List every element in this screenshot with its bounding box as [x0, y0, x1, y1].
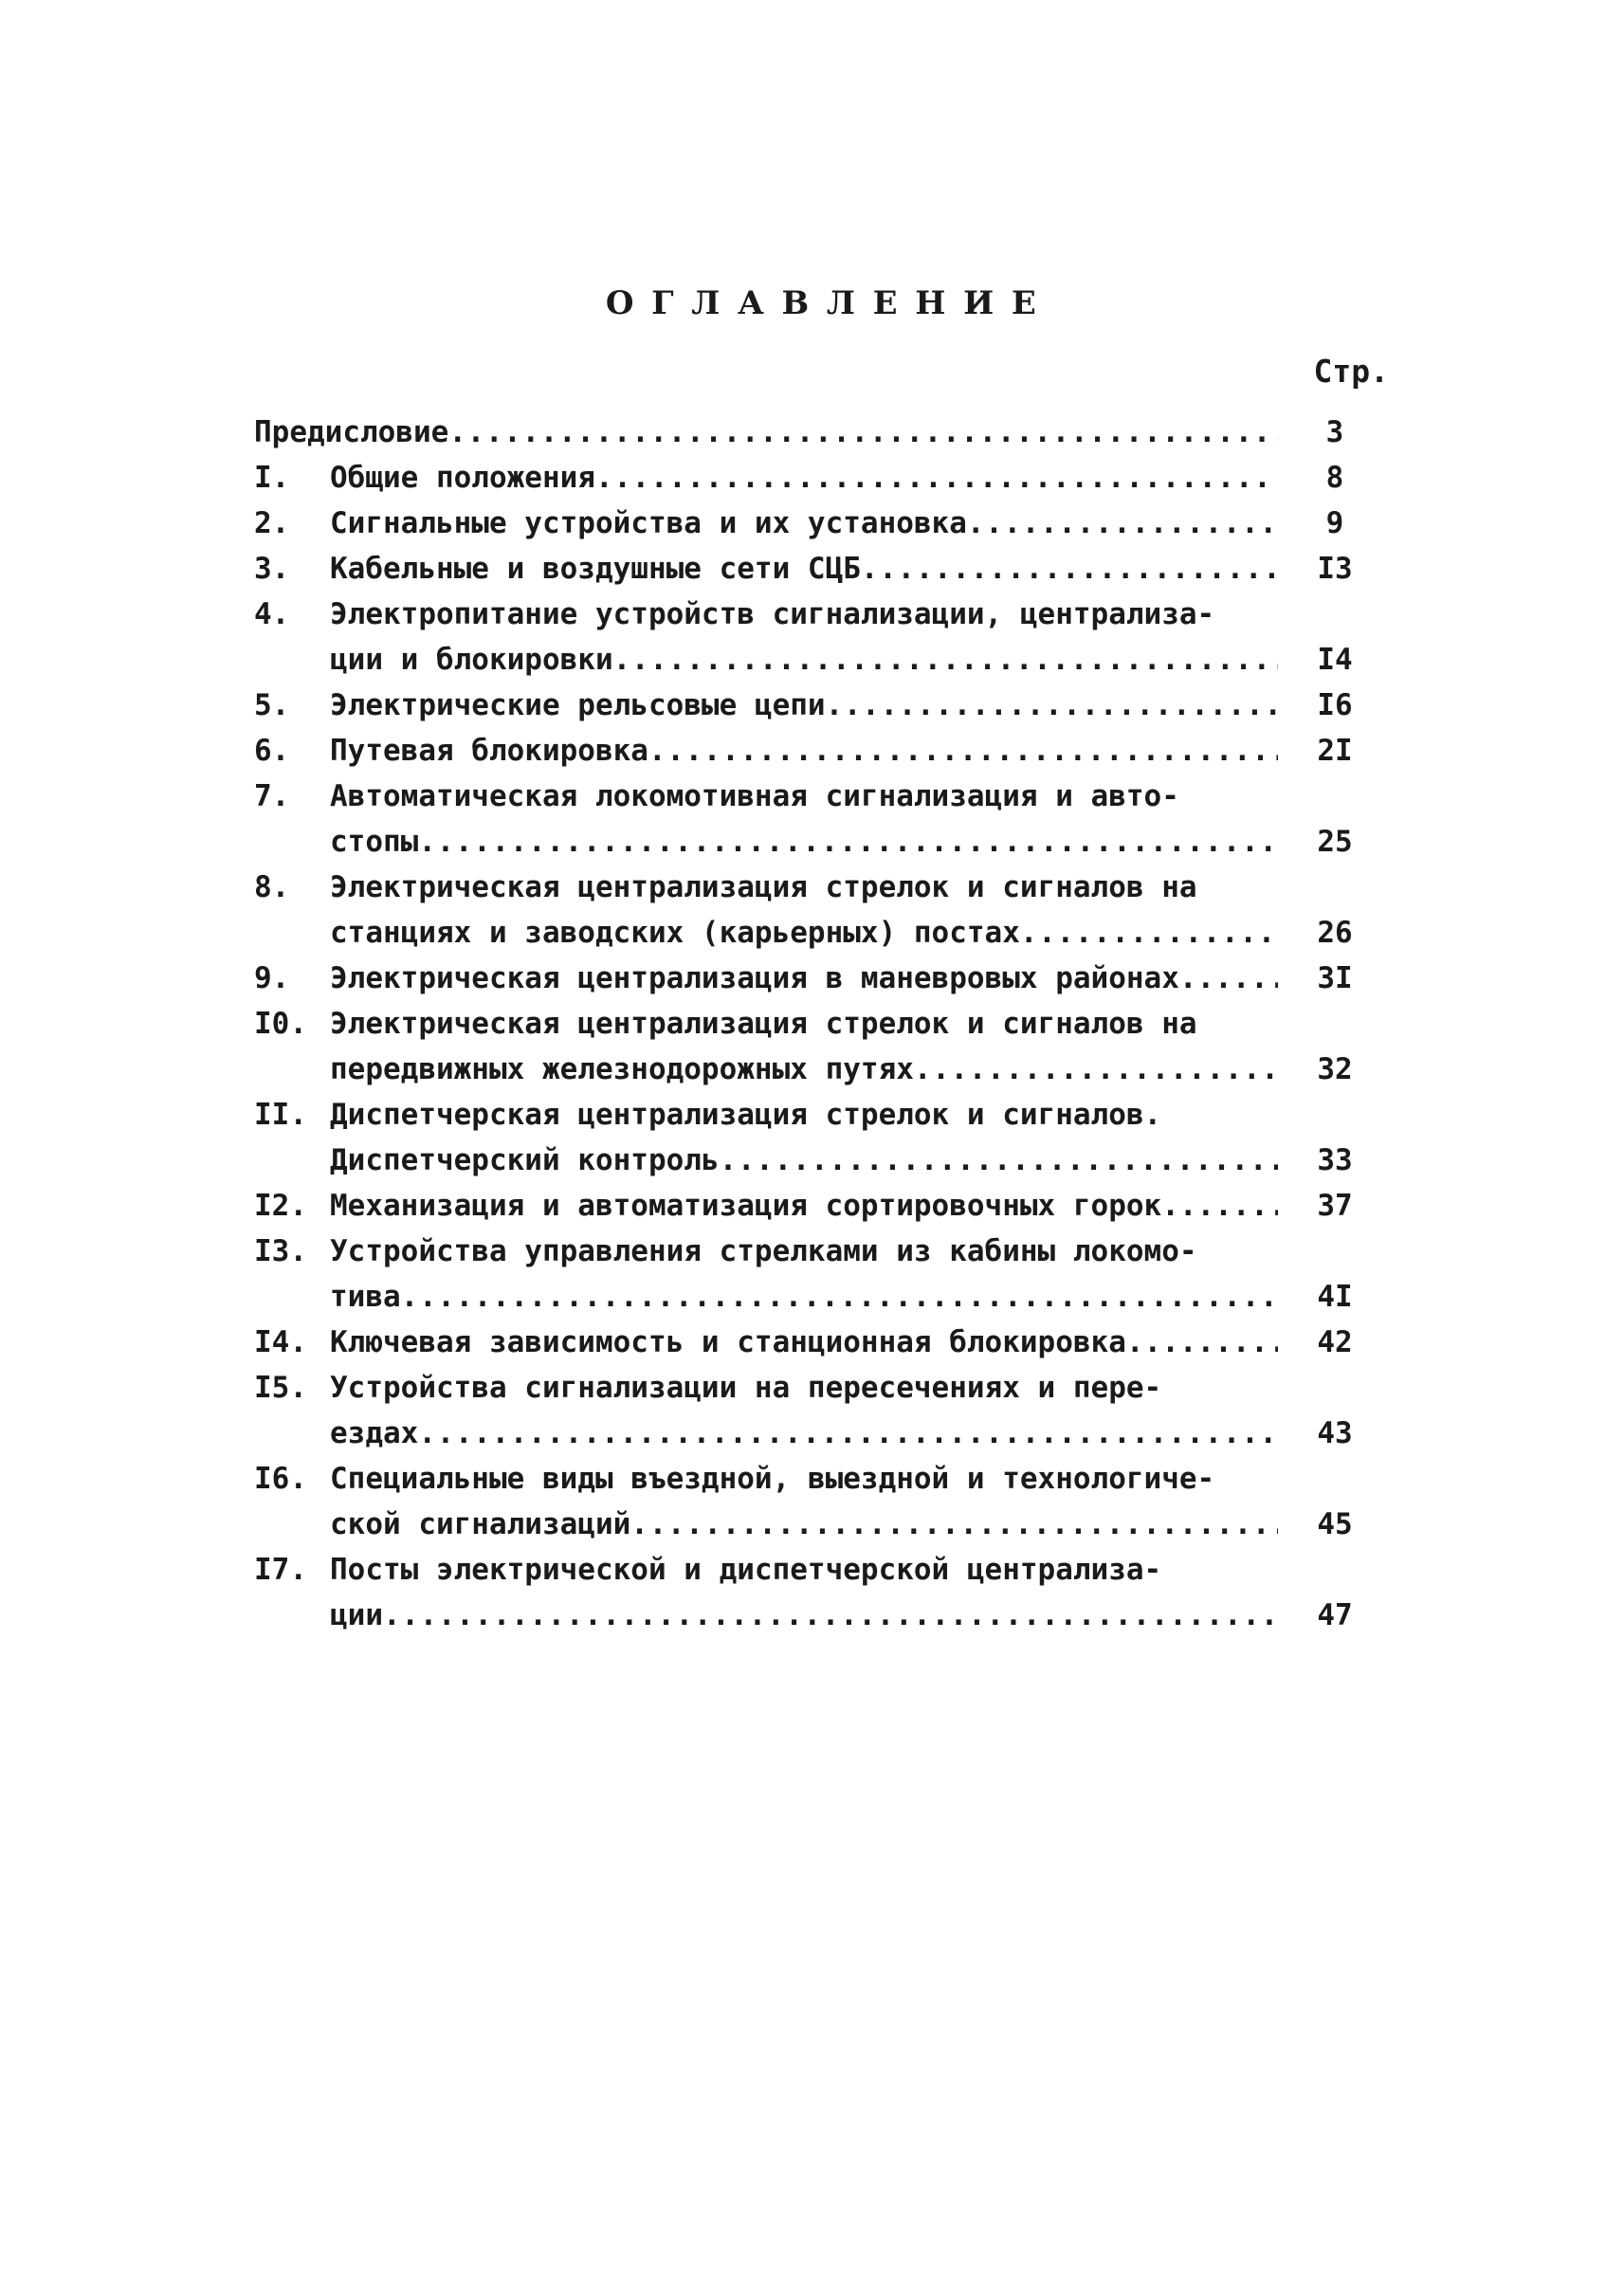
- toc-line: [254, 1456, 1373, 1502]
- toc-entry-title: тива .....: [330, 1274, 1278, 1320]
- toc-entry-title: Электрическая централизация стрелок и сигналов на: [330, 1007, 1197, 1041]
- toc-line: [254, 1593, 1373, 1638]
- toc-line: [254, 1502, 1373, 1547]
- toc-line: [254, 1411, 1373, 1456]
- toc-entry-number: I.: [254, 461, 290, 495]
- toc-entry-title: передвижных железнодорожных путях .....: [330, 1047, 1278, 1092]
- toc-entry-title: Предисловие .....: [254, 410, 1278, 455]
- toc-entry-page: 3I: [1317, 961, 1353, 995]
- toc-entry-number: 3.: [254, 552, 290, 586]
- toc-entry-title: Посты электрической и диспетчерской централиза-: [330, 1553, 1162, 1587]
- toc-entry-title: ездах .....: [330, 1411, 1278, 1456]
- toc-line: [254, 637, 1373, 683]
- toc-line: [254, 455, 1373, 501]
- toc-entry-number: I7.: [254, 1553, 307, 1587]
- toc-line: [254, 546, 1373, 592]
- toc-entry-title: Электропитание устройств сигнализации, централиза-: [330, 597, 1215, 631]
- toc-entry-number: 4.: [254, 597, 290, 631]
- toc-entry-title: Устройства сигнализации на пересечениях и пере-: [330, 1371, 1162, 1405]
- toc-entry-page: 42: [1317, 1325, 1353, 1359]
- toc-entry-page: 43: [1317, 1416, 1353, 1450]
- toc-entry-title: Электрические рельсовые цепи .....: [330, 683, 1278, 728]
- toc-entry-number: I4.: [254, 1325, 307, 1359]
- toc-entry-page: 33: [1317, 1143, 1353, 1177]
- toc-entry-title: Электрическая централизация стрелок и сигналов на: [330, 870, 1197, 904]
- toc-line: [254, 1001, 1373, 1047]
- toc-entry-number: 9.: [254, 961, 290, 995]
- toc-entry-title: Механизация и автоматизация сортировочных горок.... .....: [330, 1183, 1278, 1229]
- table-of-contents: [254, 410, 1373, 1638]
- toc-line: [254, 910, 1373, 956]
- toc-line: [254, 1047, 1373, 1092]
- toc-entry-title: ции и блокировки .....: [330, 637, 1278, 683]
- toc-entry-title: ции .....: [330, 1593, 1278, 1638]
- toc-entry-number: 5.: [254, 688, 290, 722]
- toc-line: [254, 728, 1373, 774]
- toc-entry-title: Устройства управления стрелками из кабины локомо-: [330, 1234, 1197, 1268]
- toc-entry-page: 26: [1317, 916, 1353, 950]
- page-title: ОГЛАВЛЕНИЕ: [605, 284, 1054, 322]
- toc-line: [254, 774, 1373, 819]
- toc-entry-title: Ключевая зависимость и станционная блокировка...... .....: [330, 1320, 1278, 1365]
- toc-entry-number: 7.: [254, 779, 290, 813]
- toc-line: [254, 819, 1373, 865]
- toc-entry-title: Кабельные и воздушные сети СЦБ .....: [330, 546, 1278, 592]
- toc-entry-title: Сигнальные устройства и их установка .....: [330, 501, 1278, 546]
- toc-entry-title: ской сигнализаций .....: [330, 1502, 1278, 1547]
- toc-line: [254, 1365, 1373, 1411]
- toc-line: [254, 865, 1373, 910]
- toc-line: [254, 501, 1373, 546]
- toc-entry-page: 32: [1317, 1052, 1353, 1086]
- toc-entry-number: 8.: [254, 870, 290, 904]
- toc-entry-page: 47: [1317, 1598, 1353, 1632]
- toc-entry-title: Специальные виды въездной, выездной и технологиче-: [330, 1462, 1215, 1496]
- toc-entry-page: 45: [1317, 1507, 1353, 1541]
- toc-line: [254, 592, 1373, 637]
- toc-entry-page: I6: [1317, 688, 1353, 722]
- toc-entry-title: Диспетчерская централизация стрелок и сигналов.: [330, 1098, 1162, 1132]
- toc-entry-number: 2.: [254, 506, 290, 540]
- toc-entry-page: I4: [1317, 643, 1353, 677]
- toc-entry-number: I0.: [254, 1007, 307, 1041]
- toc-line: [254, 1274, 1373, 1320]
- page-column-header: Стр.: [1313, 353, 1389, 390]
- toc-line: [254, 1547, 1373, 1593]
- toc-line: [254, 1183, 1373, 1229]
- toc-entry-number: I6.: [254, 1462, 307, 1496]
- toc-entry-page: 37: [1317, 1189, 1353, 1223]
- toc-entry-title: станциях и заводских (карьерных) постах .....: [330, 910, 1278, 956]
- toc-line: [254, 410, 1373, 455]
- toc-line: [254, 1320, 1373, 1365]
- toc-entry-page: 8: [1325, 461, 1344, 495]
- toc-entry-number: I5.: [254, 1371, 307, 1405]
- toc-entry-page: 9: [1325, 506, 1344, 540]
- toc-entry-title: Диспетчерский контроль .....: [330, 1138, 1278, 1183]
- toc-entry-number: 6.: [254, 734, 290, 768]
- toc-entry-title: Электрическая централизация в маневровых районах... .....: [330, 956, 1278, 1001]
- toc-entry-number: II.: [254, 1098, 307, 1132]
- toc-line: [254, 683, 1373, 728]
- toc-entry-number: I2.: [254, 1189, 307, 1223]
- toc-line: [254, 1092, 1373, 1138]
- toc-entry-page: 2I: [1317, 734, 1353, 768]
- toc-entry-title: Путевая блокировка .....: [330, 728, 1278, 774]
- toc-entry-title: стопы .....: [330, 819, 1278, 865]
- toc-entry-page: 3: [1325, 415, 1344, 449]
- toc-entry-page: 25: [1317, 825, 1353, 859]
- toc-entry-title: Общие положения .....: [330, 455, 1278, 501]
- toc-entry-title: Автоматическая локомотивная сигнализация и авто-: [330, 779, 1179, 813]
- toc-entry-page: 4I: [1317, 1280, 1353, 1314]
- toc-line: [254, 1138, 1373, 1183]
- toc-entry-page: I3: [1317, 552, 1353, 586]
- toc-entry-number: I3.: [254, 1234, 307, 1268]
- toc-line: [254, 1229, 1373, 1274]
- toc-line: [254, 956, 1373, 1001]
